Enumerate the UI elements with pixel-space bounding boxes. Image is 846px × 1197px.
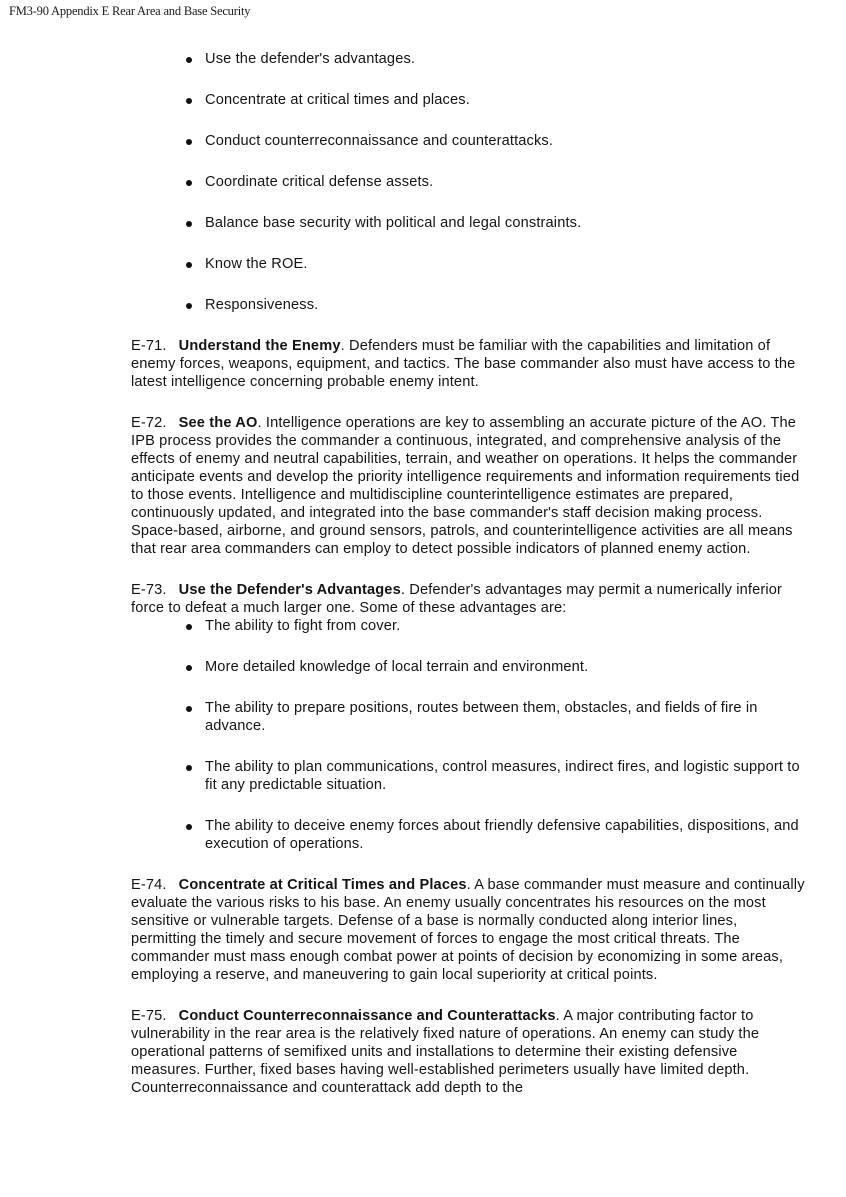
paragraph-e74 <box>131 876 806 984</box>
paragraph-number: E-73. <box>131 582 167 598</box>
bullet-icon <box>186 139 192 145</box>
bullet-icon <box>186 303 192 309</box>
paragraph-body: . Defender's advantages may permit a numerically inferior force to defeat a much larger one. Some of these advantages are: <box>131 582 783 616</box>
list-item <box>186 617 811 635</box>
paragraph-title: See the AO <box>178 415 258 431</box>
list-item-text: Balance base security with political and legal constraints. <box>205 215 582 231</box>
list-item-text: Responsiveness. <box>205 297 319 313</box>
paragraph-e75 <box>131 1007 806 1097</box>
list-item <box>186 173 811 191</box>
principles-list <box>131 50 811 314</box>
paragraph-number: E-72. <box>131 415 167 431</box>
bullet-icon <box>186 824 192 830</box>
paragraph-body: . Defenders must be familiar with the capabilities and limitation of enemy forces, weapons, equipment, and tactics. The base commander also must have access to the latest intelligence concerning probable enemy intent. <box>131 338 796 390</box>
list-item <box>186 296 811 314</box>
bullet-icon <box>186 180 192 186</box>
list-item-text: Use the defender's advantages. <box>205 51 416 67</box>
bullet-icon <box>186 624 192 630</box>
list-item <box>186 817 811 853</box>
bullet-icon <box>186 98 192 104</box>
paragraph-body: . A major contributing factor to vulnerability in the rear area is the relatively fixed nature of operations. An enemy can study the operational patterns of semifixed units and installations to determine their existing defensive measures. Further, fixed bases having well-established perimeters usually have limited depth. Counterreconnaissance and counterattack add depth to the <box>131 1008 760 1096</box>
list-item-text: Concentrate at critical times and places. <box>205 92 470 108</box>
paragraph-title: Understand the Enemy <box>178 338 341 354</box>
paragraph-body: . Intelligence operations are key to assembling an accurate picture of the AO. The IPB process provides the commander a continuous, integrated, and comprehensive analysis of the effects of enemy and neutral capabilities, terrain, and weather on operations. It helps the commander anticipate events and develop the priority intelligence requirements and information requirements tied to those events. Intelligence and multidiscipline counterintelligence estimates are prepared, continuously updated, and integrated into the base commander's staff decision making process. Space-based, airborne, and ground sensors, patrols, and counterintelligence activities are all means that rear area commanders can employ to detect possible indicators of planned enemy action. <box>131 415 800 557</box>
paragraph-title: Conduct Counterreconnaissance and Counterattacks <box>178 1008 556 1024</box>
page-content <box>131 50 811 1097</box>
list-item <box>186 699 811 735</box>
list-item-text: Know the ROE. <box>205 256 308 272</box>
paragraph-e71 <box>131 337 806 391</box>
bullet-icon <box>186 765 192 771</box>
list-item <box>186 255 811 273</box>
running-header: FM3-90 Appendix E Rear Area and Base Security <box>9 4 251 18</box>
list-item-text: The ability to deceive enemy forces about friendly defensive capabilities, dispositions, and execution of operations. <box>205 818 799 852</box>
paragraph-e72 <box>131 414 806 558</box>
bullet-icon <box>186 665 192 671</box>
list-item <box>186 132 811 150</box>
list-item-text: More detailed knowledge of local terrain and environment. <box>205 659 589 675</box>
list-item <box>186 50 811 68</box>
list-item <box>186 658 811 676</box>
bullet-icon <box>186 221 192 227</box>
paragraph-body: . A base commander must measure and continually evaluate the various risks to his base. An enemy usually concentrates his resources on the most sensitive or vulnerable targets. Defense of a base is normally conducted along interior lines, permitting the timely and secure movement of forces to engage the most critical threats. The commander must mass enough combat power at points of decision by economizing in some areas, employing a reserve, and maneuvering to gain local superiority at critical points. <box>131 877 805 983</box>
list-item <box>186 214 811 232</box>
list-item-text: The ability to prepare positions, routes between them, obstacles, and fields of fire in advance. <box>205 700 758 734</box>
paragraph-title: Concentrate at Critical Times and Places <box>178 877 467 893</box>
paragraph-number: E-74. <box>131 877 167 893</box>
advantages-list <box>131 617 811 853</box>
list-item-text: The ability to fight from cover. <box>205 618 401 634</box>
paragraph-e73 <box>131 581 806 617</box>
list-item-text: The ability to plan communications, control measures, indirect fires, and logistic support to fit any predictable situation. <box>205 759 800 793</box>
list-item-text: Conduct counterreconnaissance and counterattacks. <box>205 133 554 149</box>
paragraph-number: E-75. <box>131 1008 167 1024</box>
list-item-text: Coordinate critical defense assets. <box>205 174 434 190</box>
bullet-icon <box>186 262 192 268</box>
paragraph-number: E-71. <box>131 338 167 354</box>
paragraph-title: Use the Defender's Advantages <box>178 582 401 598</box>
list-item <box>186 758 811 794</box>
bullet-icon <box>186 706 192 712</box>
bullet-icon <box>186 57 192 63</box>
list-item <box>186 91 811 109</box>
